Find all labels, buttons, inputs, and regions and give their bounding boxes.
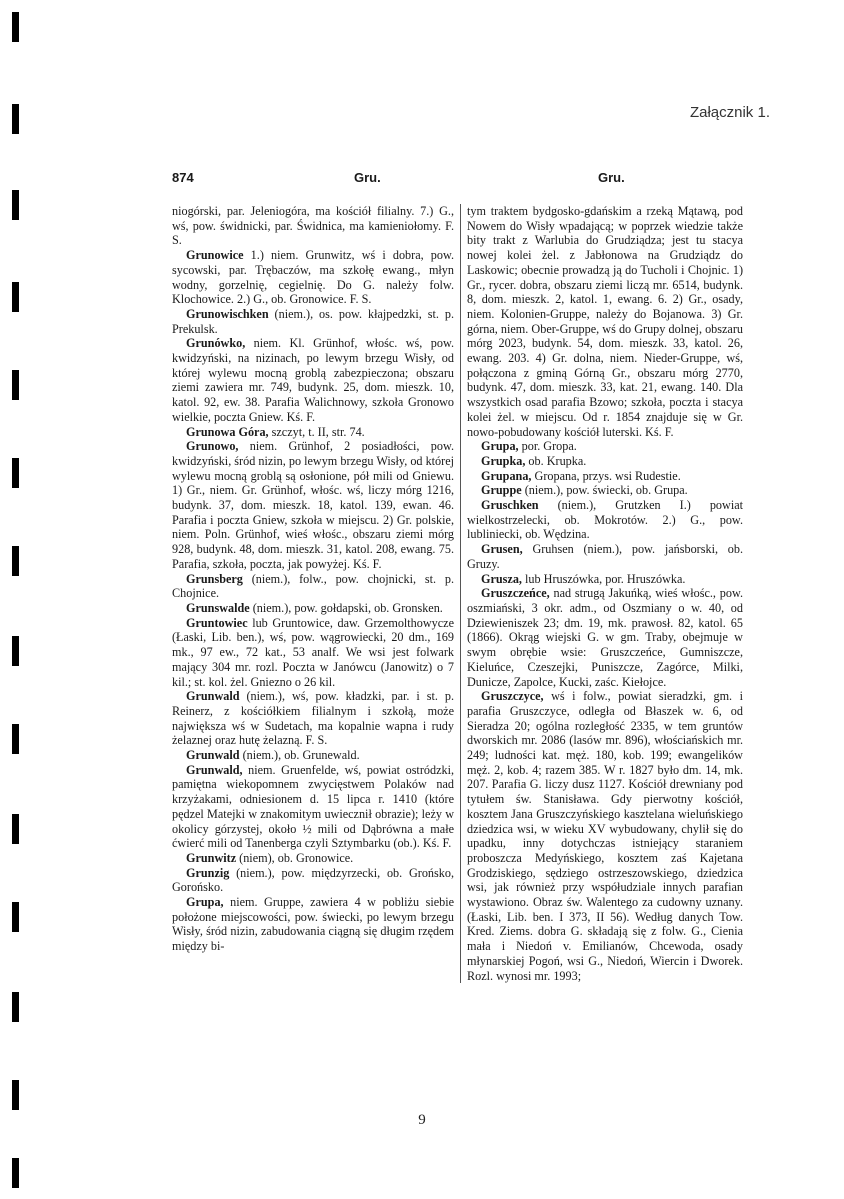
entry-headword: Gruppe	[481, 483, 522, 498]
entry-text: (niem.), Grutzken I.) powiat wielkostrzelecki, ob. Mokrotów. 2.) G., pow. lubliniecki, ob. Wędzina.	[467, 498, 744, 542]
entry-text: szczyt, t. II, str. 74.	[271, 424, 365, 439]
entry-text: niem. Gruenfelde, wś, powiat ostródzki, pamiętna wiekopomnem zwycięstwem Polaków nad krzyżakami, odniesionem d. 15 lipca r. 1410 (które pędzel Matejki w znakomitym uwiecznił obrazie); leży w okolicy górzystej, około ½ mili od Dąbrówna a małe ćwierć mili od Tanenberga czyli Sztymbarku (ob.). Kś. F.	[172, 762, 455, 851]
dictionary-entry	[172, 204, 454, 248]
entry-text: lub Hruszówka, por. Hruszówka.	[525, 571, 686, 586]
binder-hole-mark	[12, 546, 19, 576]
entry-text: Gruhsen (niem.), pow. jańsborski, ob. Gruzy.	[467, 542, 744, 571]
entry-text: wś i folw., powiat sieradzki, gm. i parafia Gruszczyce, odległa od Błaszek w. 6, od Sieradza 20; ogólna rozległość 2335, w tem gruntów dworskich mr. 2086 (lasów mr. 896), włościańskich mr. 249; ludności kat. męż. 180, kob. 199; ewangelików męż. 2, kob. 4; razem 385. W r. 1827 było dm. 14, mk. 207. Parafia G. liczy dusz 1127. Kościół drewniany pod tytułem św. Stanisława. Gdy pierwotny kościół, kosztem Jana Gruszczyńskiego kasztelana wieluńskiego dziedzica wsi, w wieku XV wybudowany, chylił się do upadku, inny dotychczas istniejący staraniem proboszcza Medyńskiego, kosztem zaś Kajetana Grodziskiego, sędziego ostrzeszowskiego, dziedzica wsi, jak również przy współudziale innych parafian wystawiono. Obraz św. Walentego za cudowny uznany. (Łaski, Lib. ben. I 373, II 56). Według danych Tow. Kred. Ziems. dobra G. składają się z folw. G., Cienia mała i Niedoń v. Emilianów, Chcewoda, osady młynarskiej Pogoń, wsi G., Niedoń, Wiercin i Dworek. Rozl. wynosi mr. 1993;	[467, 689, 743, 983]
entry-text: Gropana, przys. wsi Rudestie.	[534, 468, 681, 483]
binder-hole-mark	[12, 992, 19, 1022]
binder-hole-mark	[12, 636, 19, 666]
dictionary-entry	[172, 425, 454, 440]
binder-hole-mark	[12, 370, 19, 400]
left-column	[172, 204, 454, 954]
entry-headword: Grunwald	[186, 748, 240, 763]
entry-text: niem. Gruppe, zawiera 4 w pobliżu siebie położone miejscowości, pow. świecki, po lewym brzegu Wisły, śród nizin, zabudowania ciągną się długim rzędem między bi-	[172, 895, 455, 954]
dictionary-entry	[172, 763, 454, 851]
dictionary-entry	[467, 483, 743, 498]
entry-headword: Grunowo,	[186, 439, 239, 454]
entry-headword: Gruschken	[481, 498, 539, 513]
entry-text: (niem.), os. pow. kłajpedzki, st. p. Prekulsk.	[172, 306, 454, 336]
binder-hole-mark	[12, 12, 19, 42]
entry-text: tym traktem bydgosko-gdańskim a rzeką Mątawą, pod Nowem do Wisły wpadającą; w poprzek wiedzie także bity trakt z Warlubia do Grudziądza; jest tu stacya nowej kolei żel. z Jabłonowa na Grudziądz do Laskowic; obecnie prowadzą ją do Tucholi i Chojnic. 1) Gr., rycer. dobra, obszaru ziemi liczą mr. 6514, budynk. 8, dom. mieszk. 2, katol. 1, ewang. 6. 2) Gr., osady, niem. Kolonien-Gruppe, należy do Bojanowa. 3) Gr. górna, niem. Ober-Gruppe, wś do Grupy dolnej, obszaru mórg 2023, budynk. 54, dom. mieszk. 33, katol. 26, ewang. 203. 4) Gr. dolna, niem. Nieder-Gruppe, wś, połączona z gminą Górną Gr., obszaru mórg 2770, budynk. 47, dom. mieszk. 33, kat. 21, ewang. 140. Dla wszystkich osad parafia Bzowo; szkoła, poczta i stacya kolei żel. w miejscu. Od r. 1854 znajduje się w Gr. nowo-pobudowany kościół luterski. Kś. F.	[467, 204, 743, 439]
entry-headword: Grunwitz	[186, 850, 237, 865]
left-running-head: Gru.	[354, 170, 381, 185]
dictionary-entry	[467, 469, 743, 484]
entry-text: niogórski, par. Jeleniogóra, ma kościół filialny. 7.) G., wś, pow. świdnicki, par. Świdnica, ma kamieniołomy. F. S.	[172, 204, 454, 248]
entry-headword: Grupa,	[481, 439, 519, 454]
entry-headword: Grunowa Góra,	[186, 424, 269, 439]
entry-headword: Grunowischken	[186, 306, 269, 321]
entry-text: 1.) niem. Grunwitz, wś i dobra, pow. sycowski, par. Trębaczów, ma szkołę ewang., młyn wodny, gorzelnię, cegielnię. Do G. należy folw. Klochowice. 2.) G., ob. Gronowice. F. S.	[172, 248, 455, 307]
page-number: 874	[172, 170, 194, 185]
binder-hole-mark	[12, 1158, 19, 1188]
dictionary-entry	[172, 748, 454, 763]
dictionary-entry	[467, 689, 743, 983]
entry-headword: Grunswalde	[186, 600, 250, 615]
appendix-label: Załącznik 1.	[689, 104, 770, 121]
entry-headword: Gruszczeńce,	[481, 586, 550, 601]
dictionary-entry	[467, 498, 743, 542]
entry-text: lub Gruntowice, daw. Grzemolthowycze (Łaski, Lib. ben.), wś, pow. wągrowiecki, 20 dm., 169 mk., 97 ew., 72 kat., 53 analf. We wsi jest folwark mający 304 mr. rozl. Poczta w Janówcu (Janowitz) o 7 kil.; st. kol. żel. Gniezno o 26 kil.	[172, 615, 454, 689]
dictionary-entry	[172, 439, 454, 571]
entry-text: ob. Krupka.	[528, 453, 587, 468]
footer-page-number: 9	[418, 1112, 426, 1128]
entry-text: (niem.), pow. gołdapski, ob. Gronsken.	[252, 600, 443, 615]
entry-headword: Grupana,	[481, 468, 532, 483]
entry-text: (niem.), wś, pow. kładzki, par. i st. p. Reinerz, z kościółkiem filialnym i szkołą, może największa wś w Sudetach, ma kopalnie wapna i rudy żelaznej oraz hutę żelazną. F. S.	[172, 689, 454, 748]
entry-headword: Grupa,	[186, 895, 224, 910]
dictionary-entry	[172, 336, 454, 424]
entry-text: (niem.), ob. Grunewald.	[242, 748, 360, 763]
entry-text: (niem.), pow. świecki, ob. Grupa.	[524, 483, 688, 498]
entry-headword: Grusza,	[481, 571, 522, 586]
binder-hole-mark	[12, 814, 19, 844]
dictionary-entry	[467, 542, 743, 571]
binder-hole-mark	[12, 282, 19, 312]
entry-text: niem. Grünhof, 2 posiadłości, pow. kwidzyński, śród nizin, po lewym brzegu Wisły, od której wylewu mocną groblą są osłonione, pół mili od Gniewu. 1) Gr., niem. Gr. Grünhof, włośc. wś, liczy mórg 1216, budynk. 37, dom. mieszk. 18, katol. 139, ewan. 46. Parafia i poczta Gniew, szkoła w miejscu. 2) Gr. polskie, niem. Poln. Grünhof, wieś włośc., obszaru ziemi mórg 928, budynk. 48, dom. mieszk. 31, katol. 208, ewang. 75. Parafia, szkoła, poczta, jak powyżej. Kś. F.	[172, 439, 455, 571]
dictionary-entry	[172, 248, 454, 307]
scanned-dictionary-page	[154, 166, 746, 1166]
binder-hole-mark	[12, 724, 19, 754]
dictionary-entry	[467, 204, 743, 439]
binder-hole-mark	[12, 190, 19, 220]
right-running-head: Gru.	[598, 170, 625, 185]
dictionary-entry	[467, 586, 743, 689]
dictionary-entry	[172, 616, 454, 690]
dictionary-entry	[172, 851, 454, 866]
entry-headword: Grunsberg	[186, 571, 243, 586]
dictionary-entry	[172, 601, 454, 616]
right-column	[460, 204, 743, 983]
entry-headword: Grupka,	[481, 453, 526, 468]
dictionary-entry	[467, 439, 743, 454]
entry-headword: Grusen,	[481, 542, 523, 557]
entry-text: por. Gropa.	[521, 439, 577, 454]
page-header	[172, 166, 728, 190]
dictionary-entry	[172, 572, 454, 601]
entry-headword: Grunowice	[186, 248, 244, 263]
entry-text: (niem.), pow. międzyrzecki, ob. Grońsko, Gorońsko.	[172, 865, 454, 895]
entry-text: (niem.), folw., pow. chojnicki, st. p. Chojnice.	[172, 571, 455, 601]
entry-headword: Grunzig	[186, 865, 230, 880]
entry-headword: Grunwald,	[186, 762, 243, 777]
entry-headword: Gruntowiec	[186, 615, 248, 630]
entry-headword: Grunówko,	[186, 336, 246, 351]
binder-hole-mark	[12, 1080, 19, 1110]
dictionary-entry	[467, 454, 743, 469]
dictionary-entry	[172, 895, 454, 954]
entry-text: (niem), ob. Gronowice.	[239, 850, 354, 865]
entry-headword: Grunwald	[186, 689, 240, 704]
entry-text: nad strugą Jakuńką, wieś włośc., pow. oszmiański, 3 okr. adm., od Oszmiany o w. 40, od Dziewieniszek 23; dm. 19, mk. prawosł. 82, katol. 65 (1866). Okrąg wiejski G. w gm. Traby, obejmuje w swym obrębie wsie: Gruszczeńce, Gumniszcze, Kieluńce, Czeszejki, Puniszcze, Zagórce, Milki, Dunicze, Zapolce, Kucki, zaśc. Kiełojce.	[467, 586, 744, 689]
dictionary-entry	[172, 689, 454, 748]
binder-hole-mark	[12, 104, 19, 134]
binder-hole-mark	[12, 902, 19, 932]
dictionary-entry	[172, 866, 454, 895]
binder-hole-mark	[12, 458, 19, 488]
dictionary-entry	[467, 572, 743, 587]
entry-headword: Gruszczyce,	[481, 689, 544, 704]
entry-text: niem. Kl. Grünhof, włośc. wś, pow. kwidzyński, na nizinach, po lewym brzegu Wisły, od której wylewu mocną groblą zabezpieczona; obszaru ziemi zawiera mr. 749, budynk. 25, dom. mieszk. 10, katol. 92, ew. 38. Parafia Walichnowy, szkoła Gronowo wielkie, poczta Gniew. Kś. F.	[172, 336, 454, 424]
dictionary-entry	[172, 307, 454, 336]
